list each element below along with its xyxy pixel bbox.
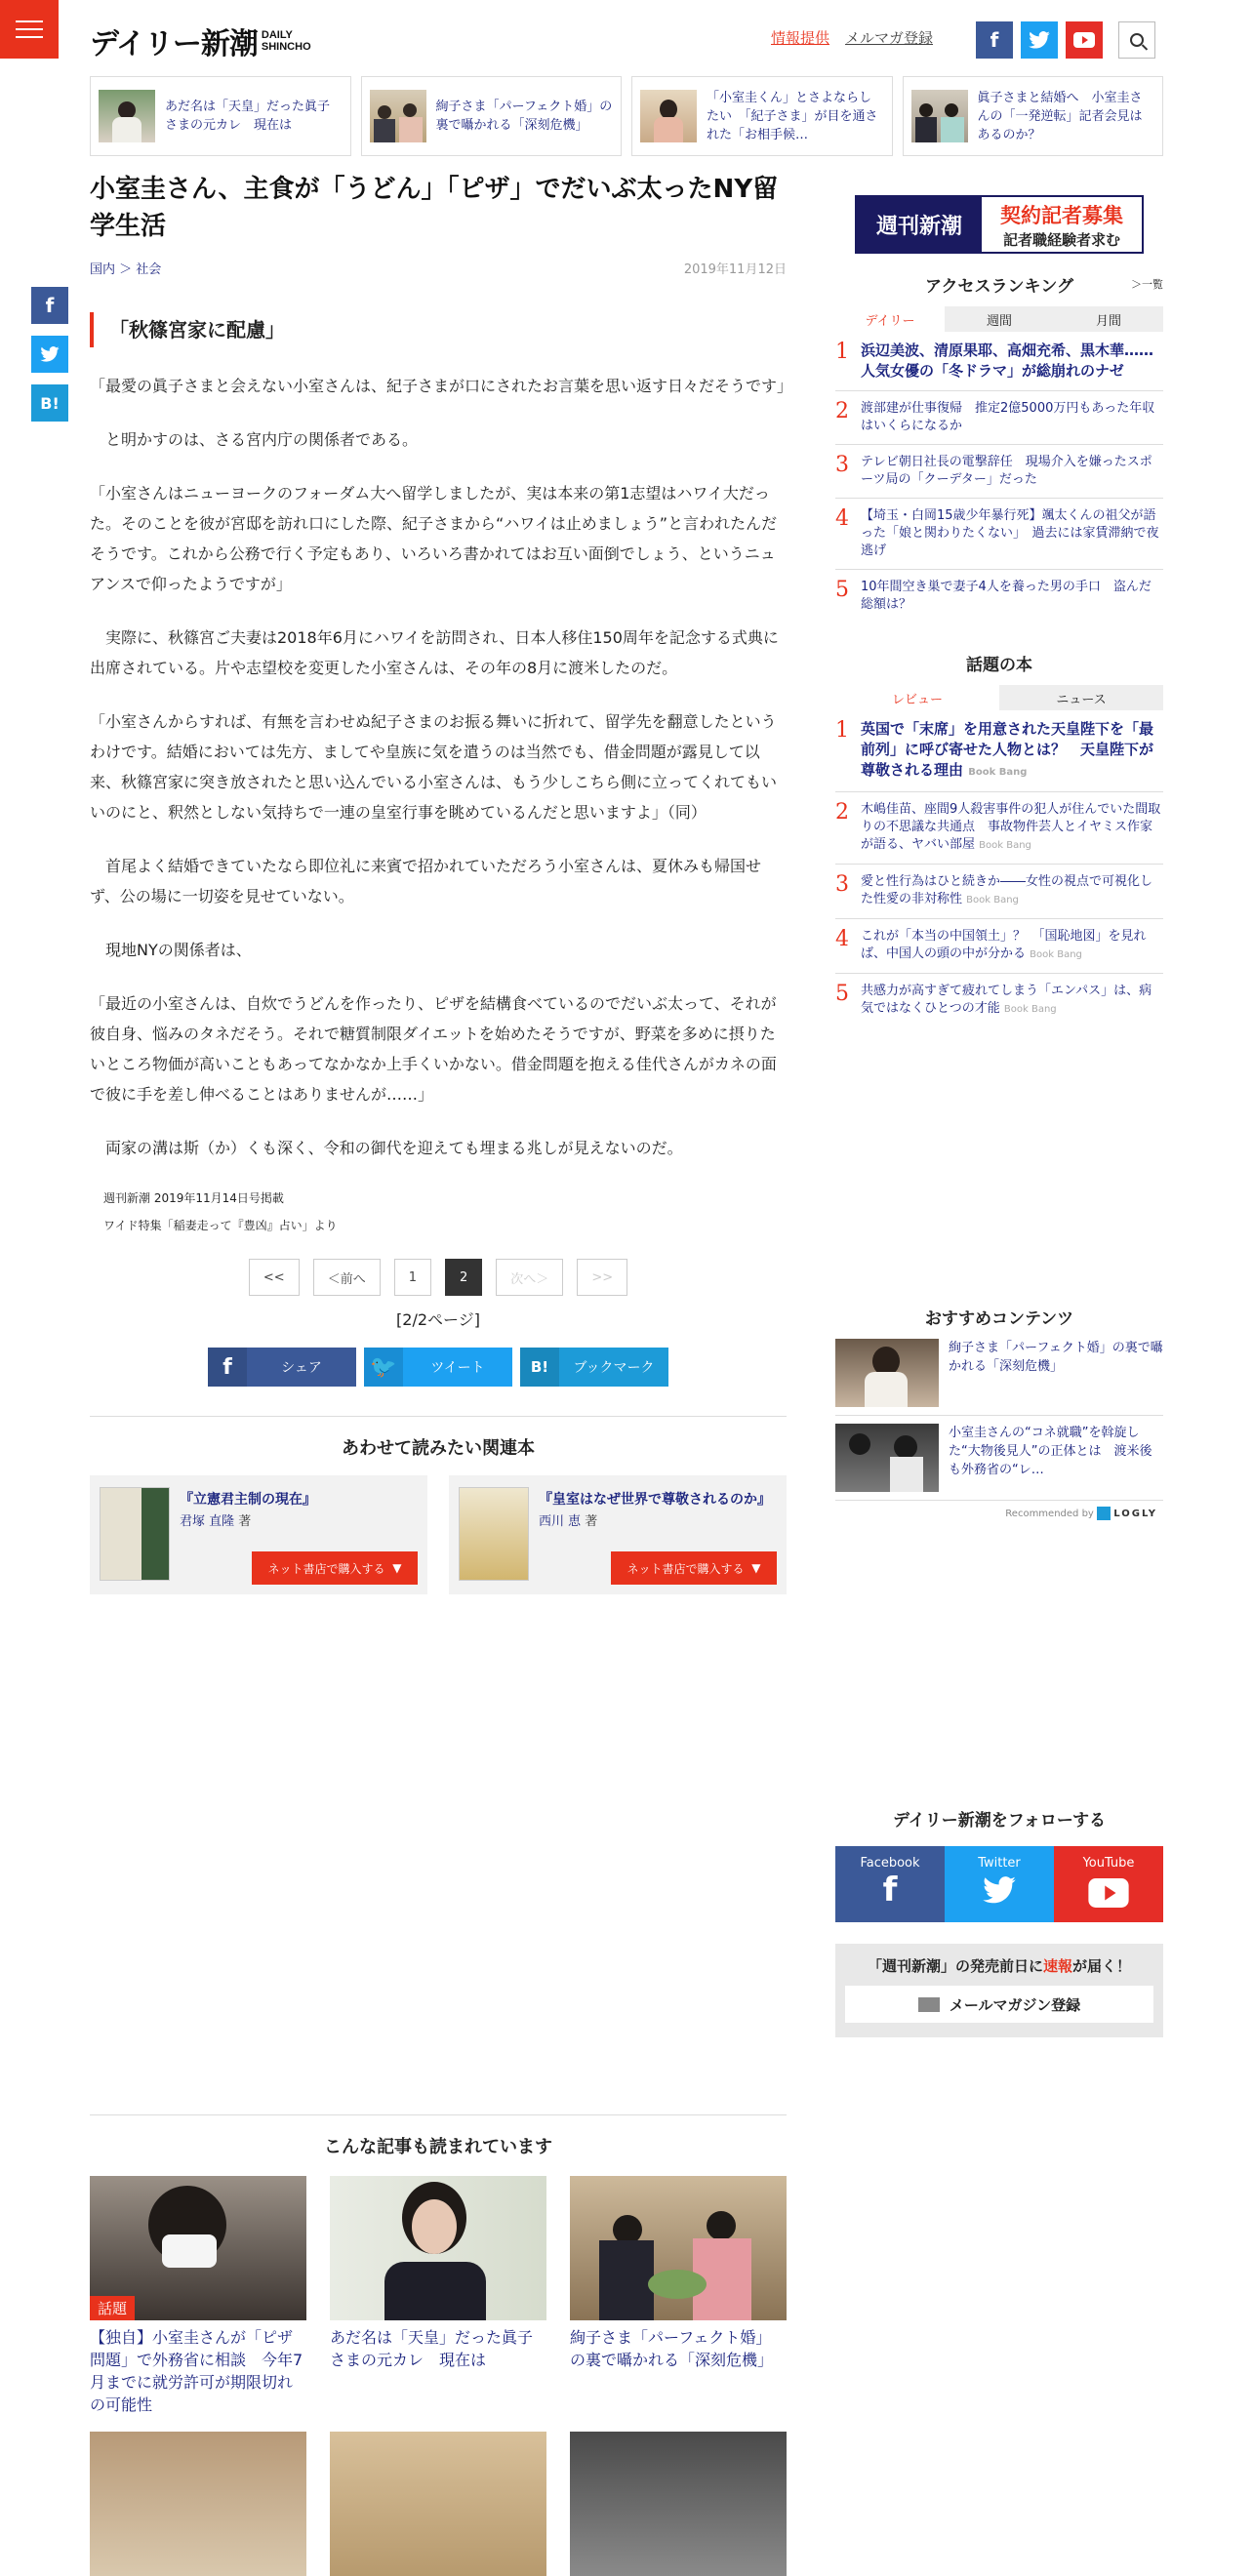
first-page-button[interactable]: << <box>249 1259 300 1296</box>
twitter-share-icon[interactable] <box>31 336 68 373</box>
also-read-heading: こんな記事も読まれています <box>324 2137 552 2157</box>
facebook-share-button[interactable]: f シェア <box>208 1348 356 1387</box>
also-read-item[interactable] <box>570 2176 787 2416</box>
recommend-text: 小室圭さんの“コネ就職”を斡旋した“大物後見人”の正体とは 渡米後も外務省の“レ… <box>949 1426 1152 1477</box>
access-ranking <box>835 269 1163 623</box>
facebook-icon[interactable]: f <box>976 21 1013 59</box>
also-read-photo <box>90 2176 306 2320</box>
recommend-item[interactable] <box>835 1331 1163 1416</box>
topic-item[interactable]: 5 共感力が高すぎて疲れてしまう「エンパス」は、病気ではなくひとつの才能 Book Bang <box>835 982 1152 1016</box>
follow-box <box>835 1803 1163 2037</box>
also-read-photo[interactable] <box>90 2432 306 2576</box>
facebook-follow-button[interactable]: Facebook f <box>835 1846 945 1922</box>
also-read-title: 絢子さま「パーフェクト婚」の裏で囁かれる「深刻危機」 <box>570 2328 774 2369</box>
pickup-thumb <box>640 90 697 142</box>
buy-button[interactable]: ネット書店で購入する ▼ <box>252 1551 418 1585</box>
ranking-item[interactable]: 4 【埼玉・白岡15歳少年暴行死】颯太くんの祖父が語った「娘と関わりたくない」 過去には家賃滞納で夜逃げ <box>835 499 1163 570</box>
credit-feature: ワイド特集「稲妻走って『豊凶』占い」より <box>103 1219 338 1232</box>
twitter-icon: 🐦 <box>364 1348 403 1387</box>
book-cover[interactable] <box>100 1487 170 1581</box>
also-read-item[interactable] <box>330 2176 546 2416</box>
buy-button[interactable]: ネット書店で購入する ▼ <box>611 1551 777 1585</box>
paragraph: 首尾よく結婚できていたなら即位礼に来賓で招かれていただろう小室さんは、夏休みも帰国せず、公の場に一切姿を見せていない。 <box>90 857 762 906</box>
hatena-share-button[interactable]: B! ブックマーク <box>520 1348 668 1387</box>
paragraph: と明かすのは、さる宮内庁の関係者である。 <box>105 430 419 449</box>
chevron-right-icon: ＞ <box>115 262 137 277</box>
last-page-button[interactable]: >> <box>577 1259 627 1296</box>
page-info: [2/2ページ] <box>396 1310 480 1329</box>
book-author: 君塚 直隆 著 <box>180 1514 252 1529</box>
twitter-icon <box>983 1876 1016 1904</box>
newsletter-box <box>835 1944 1163 2037</box>
tab-weekly[interactable]: 週間 <box>945 306 1054 332</box>
banner-headline: 契約記者募集 <box>1000 202 1123 227</box>
topic-item[interactable]: 2 木嶋佳苗、座間9人殺害事件の犯人が住んでいた間取りの不思議な共通点 事故物件芸人とイヤミス作家が語る、ヤバい部屋 Book Bang <box>835 792 1163 865</box>
caret-down-icon: ▼ <box>392 1561 402 1575</box>
search-icon <box>1130 33 1144 47</box>
floating-share-bar <box>31 287 68 422</box>
paragraph: 両家の溝は斯（か）くも深く、令和の御代を迎えても埋まる兆しが見えないのだ。 <box>105 1139 683 1157</box>
topic-item[interactable]: 4 これが「本当の中国領土」？ 「国恥地図」を見れば、中国人の頭の中が分かる Book Bang <box>835 919 1163 974</box>
topic-tabs <box>835 685 1163 710</box>
article-title: 小室圭さん、主食が「うどん」「ピザ」でだいぶ太ったNY留学生活 <box>90 175 779 241</box>
topic-item[interactable]: 1 英国で「末席」を用意された天皇陛下を「最前列」に呼び寄せた人物とは？ 天皇陛下が尊敬される理由 Book Bang <box>835 710 1163 792</box>
ranking-item[interactable]: 3 テレビ朝日社長の電撃辞任 現場介入を嫌ったスポーツ局の「クーデター」だった <box>835 445 1163 499</box>
pickup-item[interactable] <box>631 76 893 156</box>
info-provide-link[interactable]: 情報提供 <box>771 29 830 47</box>
topic-tag: 話題 <box>90 2296 135 2320</box>
book-cover[interactable] <box>459 1487 529 1581</box>
also-read-title: 【独自】小室圭さんが「ピザ問題」で外務省に相談 今年7月までに就労許可が期限切れの可能性 <box>90 2328 303 2414</box>
page-2-button[interactable]: 2 <box>445 1259 482 1296</box>
article-credits <box>90 1185 787 1239</box>
twitter-share-button[interactable]: 🐦 ツイート <box>364 1348 512 1387</box>
recommend-item[interactable] <box>835 1416 1163 1501</box>
pickup-item[interactable] <box>361 76 623 156</box>
newsletter-button[interactable]: メールマガジン登録 <box>845 1986 1153 2023</box>
tab-daily[interactable]: デイリー <box>835 306 945 332</box>
twitter-follow-button[interactable]: Twitter <box>945 1846 1054 1922</box>
also-read-title: あだ名は「天皇」だった眞子さまの元カレ 現在は <box>330 2328 534 2369</box>
pickup-thumb <box>370 90 426 142</box>
topic-list <box>835 710 1163 1027</box>
credit-issue: 週刊新潮 2019年11月14日号掲載 <box>103 1191 284 1205</box>
pickup-strip <box>90 76 1163 156</box>
hatena-bookmark-icon: B! <box>520 1348 559 1387</box>
book-card <box>449 1475 787 1594</box>
pagination <box>90 1259 787 1296</box>
recommend-text: 絢子さま「パーフェクト婚」の裏で囁かれる「深刻危機」 <box>949 1341 1163 1374</box>
ranking-item[interactable]: 5 10年間空き巣で妻子4人を養った男の手口 盗んだ総額は？ <box>835 578 1152 612</box>
page-1-button[interactable]: 1 <box>394 1259 431 1296</box>
facebook-share-icon[interactable]: f <box>31 287 68 324</box>
facebook-icon: f <box>208 1348 247 1387</box>
newsletter-link[interactable]: メルマガ登録 <box>845 29 934 47</box>
pickup-item[interactable] <box>90 76 351 156</box>
pickup-item[interactable] <box>903 76 1164 156</box>
also-read-photo[interactable] <box>570 2432 787 2576</box>
prev-page-button[interactable]: ＜ 前へ <box>313 1259 381 1296</box>
follow-heading: デイリー新潮をフォローする <box>892 1810 1107 1831</box>
pickup-thumb <box>99 90 155 142</box>
hamburger-menu-button[interactable] <box>0 0 59 59</box>
facebook-icon: f <box>882 1871 898 1910</box>
ranking-item[interactable]: 1 浜辺美波、清原果耶、高畑充希、黒木華……人気女優の「冬ドラマ」が総崩れのナゼ <box>835 332 1163 391</box>
twitter-icon[interactable] <box>1021 21 1058 59</box>
ranking-item[interactable]: 2 渡部建が仕事復帰 推定2億5000万円もあった年収はいくらになるか <box>835 391 1163 445</box>
ranking-list <box>835 332 1163 623</box>
newsletter-text: 「週刊新潮」の発売前日に速報が届く！ <box>867 1957 1132 1975</box>
also-read-photo[interactable] <box>330 2432 546 2576</box>
banner-sub: 記者職経験者求む <box>1002 230 1120 249</box>
logo-en: DAILY SHINCHO <box>261 29 311 53</box>
recommend-heading: おすすめコンテンツ <box>924 1308 1074 1329</box>
recommend-thumb <box>835 1424 939 1492</box>
ranking-heading: アクセスランキング <box>925 276 1073 297</box>
youtube-icon <box>1087 1878 1130 1908</box>
chevron-right-icon: ＞ <box>536 1271 549 1287</box>
paragraph: 実際に、秋篠宮ご夫妻は2018年6月にハワイを訪問され、日本人移住150周年を記念する式典に出席されている。片や志望校を変更した小室さんは、その年の8月に渡米したのだ。 <box>90 628 779 677</box>
caret-down-icon: ▼ <box>751 1561 761 1575</box>
related-books-heading: あわせて読みたい関連本 <box>342 1438 535 1459</box>
recruit-banner[interactable] <box>855 195 1144 254</box>
breadcrumb-society[interactable]: 社会 <box>136 262 162 277</box>
ranking-more-link[interactable]: ＞一覧 <box>1131 278 1163 291</box>
paragraph: 「最愛の眞子さまと会えない小室さんは、紀子さまが口にされたお言葉を思い返す日々だそうです」 <box>90 377 793 395</box>
topic-item[interactable]: 3 愛と性行為はひと続きか――女性の視点で可視化した性愛の非対称性 Book Bang <box>835 865 1163 919</box>
article-body <box>90 371 793 1163</box>
pickup-text: 「小室圭くん」とさよならしたい 「紀子さま」が目を通された「お相手候… <box>707 90 878 142</box>
recommend-thumb <box>835 1339 939 1407</box>
book-card <box>90 1475 427 1594</box>
paragraph: 現地NYの関係者は、 <box>105 941 252 959</box>
tab-review[interactable]: レビュー <box>835 685 999 710</box>
book-title[interactable]: 『立憲君主制の現在』 <box>180 1492 316 1508</box>
article <box>90 171 793 1594</box>
tab-news[interactable]: ニュース <box>999 685 1163 710</box>
topic-books <box>835 648 1163 1027</box>
pickup-text: あだ名は「天皇」だった眞子さまの元カレ 現在は <box>165 100 331 133</box>
pickup-text: 眞子さまと結婚へ 小室圭さんの「一発逆転」記者会見はあるのか？ <box>977 90 1143 142</box>
book-author: 西川 恵 著 <box>539 1514 598 1529</box>
site-logo[interactable] <box>90 21 311 60</box>
paragraph: 「小室さんはニューヨークのフォーダム大へ留学しましたが、実は本来の第1志望はハワイ大だった。そのことを彼が宮邸を訪れ口にした際、紀子さまから“ハワイは止めましょう”と言われたんだそうです。これから公務で行く予定もあり、いろいろ書かれてはお互い面倒でしょう、というニュアンスで仰ったようですが」 <box>90 484 778 593</box>
logly-logo-icon <box>1097 1507 1111 1520</box>
next-page-button[interactable]: 次へ ＞ <box>496 1259 563 1296</box>
article-subhead: 「秋篠宮家に配慮」 <box>90 312 787 347</box>
chevron-right-icon: ＞ <box>1131 278 1142 291</box>
also-read <box>90 2114 787 2576</box>
tab-monthly[interactable]: 月間 <box>1054 306 1163 332</box>
also-read-photo <box>570 2176 787 2320</box>
breadcrumb <box>90 259 161 277</box>
chevron-left-icon: ＜ <box>327 1271 341 1287</box>
youtube-follow-button[interactable]: YouTube <box>1054 1846 1163 1922</box>
paragraph: 「小室さんからすれば、有無を言わせぬ紀子さまのお振る舞いに折れて、留学先を翻意したというわけです。結婚においては先方、ましてや皇族に気を遣うのは当然でも、借金問題が露見して以来、秋篠宮家に突き放されたと思い込んでいる小室さんは、もう少しこちら側に立ってくれてもいいのにと、釈然としない気持ちで一連の皇室行事を眺めているんだと思いますよ」（同） <box>90 712 778 822</box>
search-button[interactable] <box>1118 21 1155 59</box>
ranking-tabs <box>835 306 1163 332</box>
book-title[interactable]: 『皇室はなぜ世界で尊敬されるのか』 <box>539 1492 771 1508</box>
pickup-thumb <box>911 90 968 142</box>
recommended-content <box>835 1302 1163 1520</box>
recommended-by: Recommended by LOGLY <box>1005 1509 1157 1519</box>
mail-icon <box>918 1997 940 2012</box>
banner-brand: 週刊新潮 <box>875 213 962 239</box>
paragraph: 「最近の小室さんは、自炊でうどんを作ったり、ピザを結構食べているのでだいぶ太って、それが彼自身、悩みのタネだそう。それで糖質制限ダイエットを始めたそうですが、野菜を多めに摂りたいところ物価が高いこともあってなかなか上手くいかない。借金問題を抱える佳代さんがカネの面で彼に手を差し伸べることはありませんが……」 <box>90 994 777 1104</box>
topic-books-heading: 話題の本 <box>966 655 1032 675</box>
article-date: 2019年11月12日 <box>683 262 787 277</box>
breadcrumb-domestic[interactable]: 国内 <box>90 262 116 277</box>
related-books <box>90 1475 787 1594</box>
share-buttons <box>90 1348 787 1387</box>
pickup-text: 絢子さま「パーフェクト婚」の裏で囁かれる「深刻危機」 <box>435 100 613 133</box>
hatena-bookmark-icon[interactable]: B! <box>31 384 68 422</box>
youtube-icon[interactable] <box>1066 21 1103 59</box>
also-read-item[interactable] <box>90 2176 306 2416</box>
logo-jp: デイリー新潮 <box>90 27 258 61</box>
also-read-photo <box>330 2176 546 2320</box>
